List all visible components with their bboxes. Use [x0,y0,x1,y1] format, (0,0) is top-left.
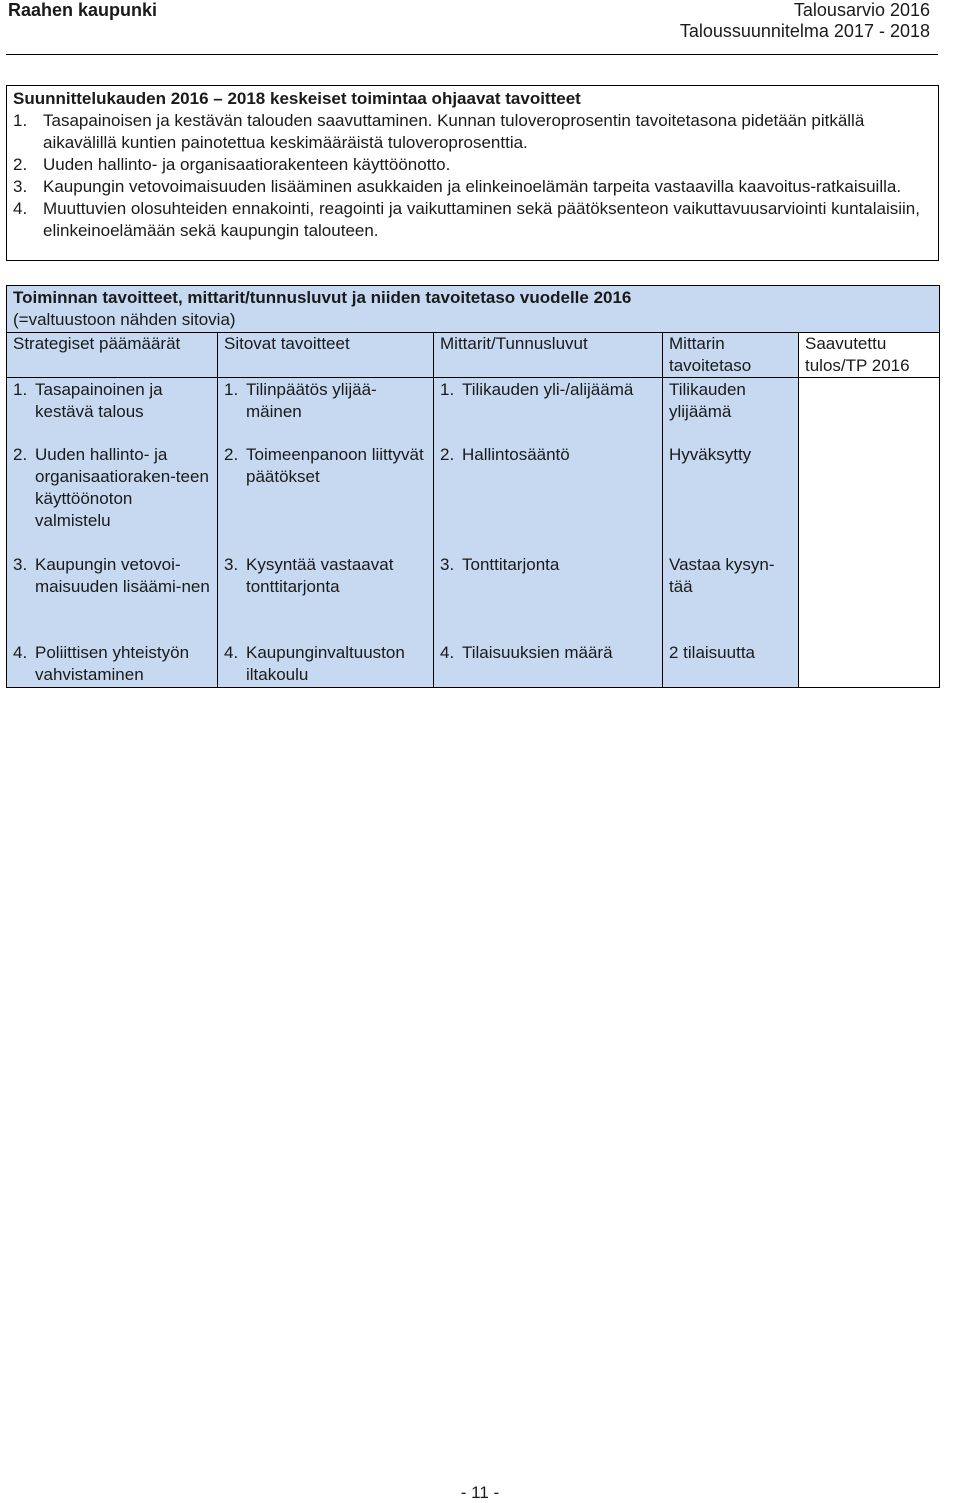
goal-text: Kaupungin vetovoimaisuuden lisääminen asukkaiden ja elinkeinoelämän tarpeita vastaavilla kaavoitus-ratkaisuilla. [43,177,902,196]
targets-title: Toiminnan tavoitteet, mittarit/tunnusluvut ja niiden tavoitetaso vuodelle 2016 [13,288,632,307]
achieved-result [799,444,940,554]
planning-goal-item [13,198,932,242]
table-row [7,378,940,444]
document-header [680,0,930,42]
plan-title: Taloussuunnitelma 2017 - 2018 [679,21,930,41]
table-row [7,642,940,688]
goal-number: 3. [13,177,28,196]
strategic-goal: 1. Tasapainoinen ja kestävä talous [13,380,163,421]
column-header: Mittarit/Tunnusluvut [434,333,663,378]
binding-target: 1. Tilinpäätös ylijää-mäinen [224,380,377,421]
achieved-result [799,554,940,642]
goal-text: Muuttuvien olosuhteiden ennakointi, reagointi ja vaikuttaminen sekä päätöksenteon vaikuttavuusarviointi kuntalaisiin, elinkeinoelämään sekä kaupungin talouteen. [43,199,920,240]
strategic-goal: 4. Poliittisen yhteistyön vahvistaminen [13,642,190,684]
target-level: Hyväksytty [663,444,799,554]
column-header: Mittarin tavoitetaso [663,333,799,378]
goal-text: Tasapainoisen ja kestävän talouden saavuttaminen. Kunnan tuloveroprosentin tavoitetasona pidetään pitkällä aikavälillä kuntien painotettua keskimääräistä tuloveroprosenttia. [43,111,865,152]
budget-title: Talousarvio 2016 [793,0,930,20]
metric: 2. Hallintosääntö [440,444,570,464]
binding-target: 3. Kysyntää vastaavat tonttitarjonta [224,554,394,596]
column-header: Saavutettu tulos/TP 2016 [799,333,940,378]
planning-goal-item [13,110,932,154]
metric: 4. Tilaisuuksien määrä [440,642,613,662]
metric: 3. Tonttitarjonta [440,554,560,574]
table-row [7,554,940,642]
target-level: Vastaa kysyn-tää [663,554,799,642]
targets-table [6,285,940,688]
planning-goal-item [13,176,932,198]
goal-number: 1. [13,111,28,130]
metric: 1. Tilikauden yli-/alijäämä [440,380,634,399]
goal-text: Uuden hallinto- ja organisaatiorakenteen käyttöönotto. [43,155,451,174]
achieved-result [799,378,940,444]
binding-target: 4. Kaupunginvaltuuston iltakoulu [224,642,405,684]
planning-goal-item [13,154,932,176]
achieved-result [799,642,940,688]
header-rule [6,54,938,55]
planning-goals-title: Suunnittelukauden 2016 – 2018 keskeiset toimintaa ohjaavat tavoitteet [13,89,581,108]
organization-name: Raahen kaupunki [8,0,158,20]
table-header-row [7,333,940,378]
target-level: Tilikauden ylijäämä [663,378,799,444]
target-level: 2 tilaisuutta [663,642,799,688]
column-header: Strategiset päämäärät [7,333,218,378]
targets-subtitle: (=valtuustoon nähden sitovia) [13,310,236,329]
goal-number: 2. [13,155,28,174]
page-number: - 11 - [460,1483,500,1502]
column-header: Sitovat tavoitteet [218,333,434,378]
strategic-goal: 3. Kaupungin vetovoi-maisuuden lisäämi-nen [13,554,210,596]
targets-table-title [7,286,940,333]
table-row [7,444,940,554]
binding-target: 2. Toimeenpanoon liittyvät päätökset [224,444,424,486]
goal-number: 4. [13,199,28,218]
planning-goals-box [6,85,939,261]
strategic-goal: 2. Uuden hallinto- ja organisaatioraken-teen käyttöönoton valmistelu [13,444,209,530]
